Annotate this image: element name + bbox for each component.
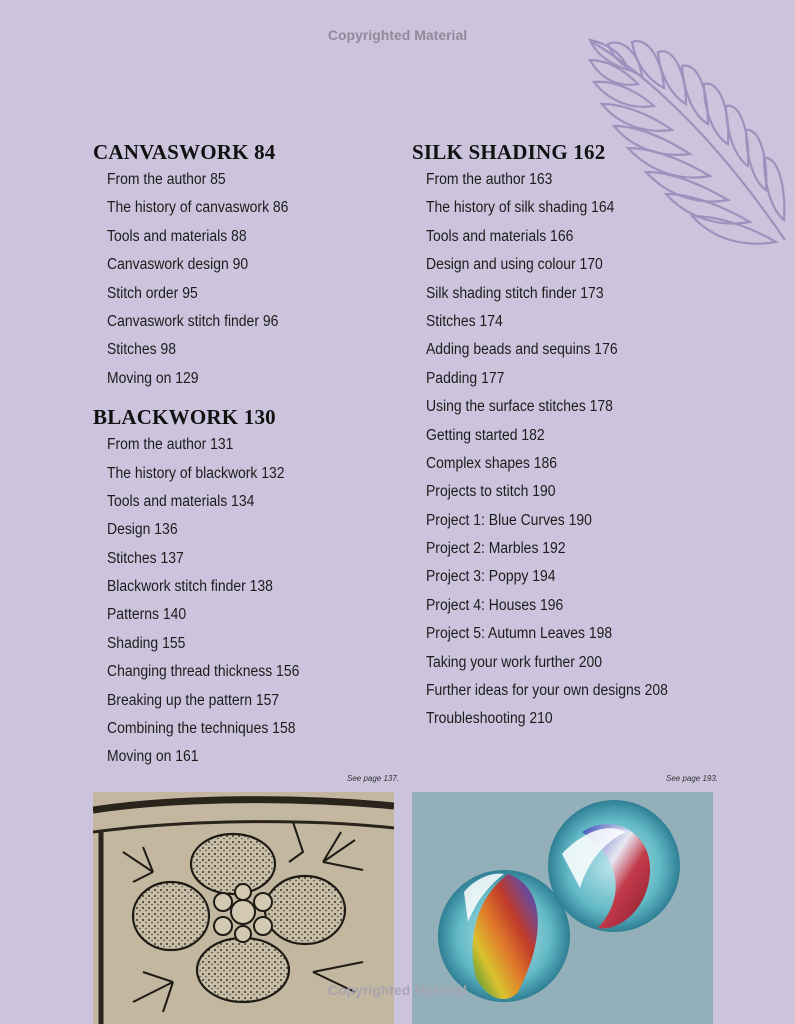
section-title: CANVASWORK 84 (93, 140, 276, 164)
toc-entry[interactable]: Padding 177 (426, 369, 505, 387)
toc-entry[interactable]: Project 2: Marbles 192 (426, 540, 566, 558)
toc-entry[interactable]: Tools and materials 88 (107, 227, 247, 245)
toc-entry[interactable]: Stitches 98 (107, 341, 177, 359)
toc-entry[interactable]: Project 4: Houses 196 (426, 596, 564, 614)
section-title: BLACKWORK 130 (93, 405, 276, 430)
toc-entry[interactable]: Design 136 (107, 521, 178, 539)
toc-entry[interactable]: From the author 131 (107, 436, 234, 454)
toc-entry[interactable]: Patterns 140 (107, 606, 187, 624)
toc-entry[interactable]: Canvaswork design 90 (107, 256, 249, 274)
watermark-bottom: Copyrighted Material (327, 982, 468, 998)
toc-entry[interactable]: The history of silk shading 164 (426, 199, 615, 217)
toc-entry[interactable]: Shading 155 (107, 634, 186, 652)
toc-entry[interactable]: Project 5: Autumn Leaves 198 (426, 625, 613, 643)
section-silk-shading (412, 138, 732, 734)
toc-entry[interactable]: From the author 85 (107, 171, 226, 188)
toc-entry[interactable]: Design and using colour 170 (426, 256, 603, 274)
contents-left-column (93, 138, 393, 772)
photo-caption-left: See page 137. (347, 774, 400, 783)
toc-entry[interactable]: From the author 163 (426, 171, 553, 188)
toc-entry[interactable]: Taking your work further 200 (426, 653, 603, 671)
toc-entry[interactable]: Getting started 182 (426, 426, 545, 444)
toc-entry[interactable]: Tools and materials 166 (426, 227, 574, 245)
toc-entry[interactable]: Canvaswork stitch finder 96 (107, 312, 279, 330)
toc-entry[interactable]: The history of blackwork 132 (107, 464, 285, 482)
toc-entry[interactable]: Changing thread thickness 156 (107, 663, 300, 681)
toc-entry[interactable]: Stitches 174 (426, 312, 503, 330)
toc-entry[interactable]: Tools and materials 134 (107, 492, 255, 510)
entry-list (93, 166, 393, 393)
toc-entry[interactable]: Combining the techniques 158 (107, 720, 296, 738)
entry-list (93, 431, 393, 772)
toc-entry[interactable]: Using the surface stitches 178 (426, 398, 613, 416)
toc-entry[interactable]: Complex shapes 186 (426, 454, 558, 472)
toc-entry[interactable]: Further ideas for your own designs 208 (426, 682, 668, 700)
toc-entry[interactable]: Blackwork stitch finder 138 (107, 578, 273, 596)
section-blackwork (93, 403, 393, 772)
section-title: SILK SHADING 162 (412, 140, 606, 164)
toc-entry[interactable]: Silk shading stitch finder 173 (426, 284, 604, 302)
section-canvaswork (93, 138, 393, 393)
toc-entry[interactable]: Stitch order 95 (107, 284, 198, 302)
toc-entry[interactable]: Stitches 137 (107, 549, 184, 567)
toc-entry[interactable]: Project 3: Poppy 194 (426, 568, 556, 586)
toc-entry[interactable]: The history of canvaswork 86 (107, 199, 289, 217)
toc-entry[interactable]: Project 1: Blue Curves 190 (426, 511, 592, 529)
toc-entry[interactable]: Moving on 129 (107, 369, 199, 387)
watermark-top: Copyrighted Material (327, 27, 468, 43)
toc-entry[interactable]: Moving on 161 (107, 748, 199, 766)
entry-list (412, 166, 732, 734)
photo-caption-right: See page 193. (666, 774, 719, 783)
toc-entry[interactable]: Adding beads and sequins 176 (426, 341, 618, 359)
toc-entry[interactable]: Troubleshooting 210 (426, 710, 553, 728)
toc-entry[interactable]: Breaking up the pattern 157 (107, 691, 280, 709)
contents-right-column (412, 138, 732, 734)
toc-entry[interactable]: Projects to stitch 190 (426, 483, 556, 501)
